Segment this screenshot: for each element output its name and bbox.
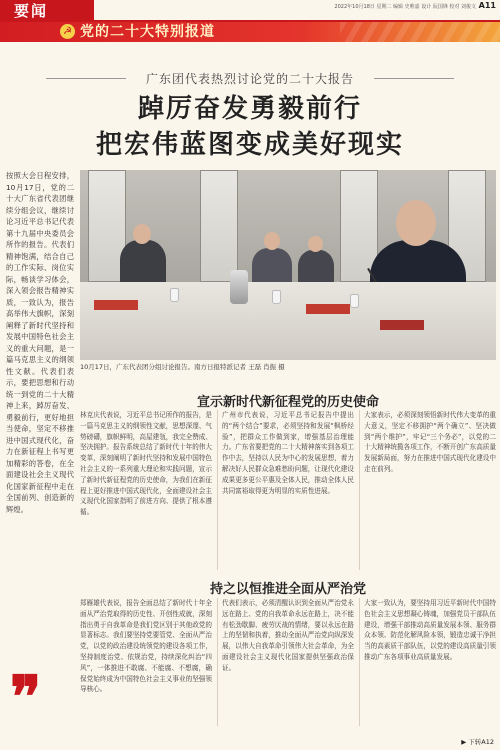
photo-window	[200, 170, 238, 282]
headline-line-2: 把宏伟蓝图变成美好现实	[95, 130, 404, 160]
photo-thermos	[230, 270, 248, 304]
column-divider	[359, 598, 360, 726]
photo-caption: 10月17日，广东代表团分组讨论报告。南方日报特派记者 王磊 肖振 摄	[80, 363, 285, 371]
article-kicker: 广东团代表热烈讨论党的二十大报告	[145, 72, 354, 86]
quote-mark-icon: ❞	[10, 663, 42, 731]
section-1-column-2: 广州市代表说，习近平总书记报告中提出的“两个结合”要求，必须坚持和发展“枫桥经验”，把群众工作做到家，增强基层治理能力。广东省要把党的二十大精神落实到各项工作中去，坚持以人民为中心的发展思想，着力解决好人民群众急难愁盼问题，让现代化建设成果更多更公平惠及全体人民，推动全体人民共同富裕取得更为明显的实质性进展。	[222, 411, 354, 495]
section-2-column-2: 代表们表示，必须清醒认识到全面从严治党永远在路上、党的自我革命永远在路上，决不能有松劲歇脚、疲劳厌战的情绪，要以永远在路上的坚韧和执着，推动全面从严治党向纵深发展，以伟大自我革命引领伟大社会革命，为全面建设社会主义现代化国家提供坚强政治保证。	[222, 599, 354, 672]
photo-cup	[170, 288, 179, 302]
photo-table	[80, 282, 496, 360]
section-1-column-1: 林克庆代表说，习近平总书记所作的报告，是一篇马克思主义的纲领性文献，思想深邃、气势磅礴，旗帜鲜明，高屋建瓴，我完全赞成、坚决拥护。报告系统总结了新时代十年的伟大变革，深刻阐明了新时代坚持和发展中国特色社会主义的一系列重大理论和实践问题，宣示了新时代新征程党的历史使命，为我们在新征程上更好推进中国式现代化，全面建设社会主义现代化国家指明了前进方向、提供了根本遵循。	[80, 411, 212, 517]
section-1-column-3: 大家表示，必须深刻领悟新时代伟大变革的重大意义，坚定不移拥护“两个确立”、坚决做到“两个维护”，牢记“三个务必”，以党的二十大精神统揽各项工作，不断开创广东高质量发展新局面，努力在推进中国式现代化建设中走在前列。	[364, 411, 496, 473]
photo-cup	[272, 290, 281, 304]
headline-line-1: 踔厉奋发勇毅前行	[137, 94, 362, 124]
photo-person-head	[308, 236, 323, 252]
section-heading-1: 宣示新时代新征程党的历史使命	[196, 395, 379, 410]
column-divider	[217, 598, 218, 726]
photo-folder	[380, 320, 424, 330]
date-line: 2022年10月18日 星期二 编辑 史唯嘉 设计 阮国锋 校对 刘俊文	[334, 4, 476, 10]
section-tag: 要闻	[0, 0, 94, 22]
photo-folder	[94, 300, 138, 310]
column-divider	[359, 410, 360, 570]
photo-folder	[306, 304, 350, 314]
page-number: A11	[478, 1, 496, 10]
section-2-column-3: 大家一致认为，要坚持用习近平新时代中国特色社会主义思想凝心铸魂，加强党员干部队伍建设，增强干部推动高质量发展本领、服务群众本领、防范化解风险本领，锻造忠诚干净担当的高素质干部队伍，以党的建设高质量引领推动广东各项事业高质量发展。	[364, 599, 496, 661]
photo-speaker-head	[396, 200, 436, 246]
photo-person-head	[264, 232, 280, 250]
column-divider	[217, 410, 218, 570]
lead-column: 按照大会日程安排，10月17日，党的二十大广东省代表团继续分组会议，继续讨论习近平总书记代表第十九届中央委员会所作的报告。代表们精神饱满，结合自己的工作实际、岗位实际，畅谈学习体会，深入领会报告精神实质，一致认为，报告高举伟大旗帜，深刻阐释了新时代坚持和发展中国特色社会主义的重大问题，是一篇马克思主义的纲领性文献。代表们表示，要把思想和行动统一到党的二十大精神上来，踔厉奋发、勇毅前行，更好地担当使命，坚定不移推进中国式现代化，奋力在新征程上书写更加精彩的答卷，在全面建设社会主义现代化国家新征程中走在全国前列、创造新的辉煌。	[6, 171, 74, 514]
party-emblem-icon: ☭	[60, 24, 75, 39]
news-photo	[80, 170, 496, 360]
banner-decoration	[340, 22, 500, 42]
section-heading-2: 持之以恒推进全面从严治党	[209, 582, 366, 597]
section-2-column-1: 郑雁雄代表说，报告全面总结了新时代十年全面从严治党取得的历史性、开创性成就，深刻指出勇于自我革命是我们党区别于其他政党的显著标志。我们要坚持党要管党、全面从严治党，以党的政治建设统领党的建设各项工作，坚持制度治党、依规治党，持续深化纠治“四风”，一体推进不敢腐、不能腐、不想腐，确保党始终成为中国特色社会主义事业的坚强领导核心。	[80, 599, 212, 694]
continued-on-link[interactable]: ▶ 下转A12	[461, 738, 494, 746]
photo-person-head	[133, 224, 151, 244]
photo-cup	[350, 294, 359, 308]
banner-title: 党的二十大特别报道	[80, 24, 215, 40]
